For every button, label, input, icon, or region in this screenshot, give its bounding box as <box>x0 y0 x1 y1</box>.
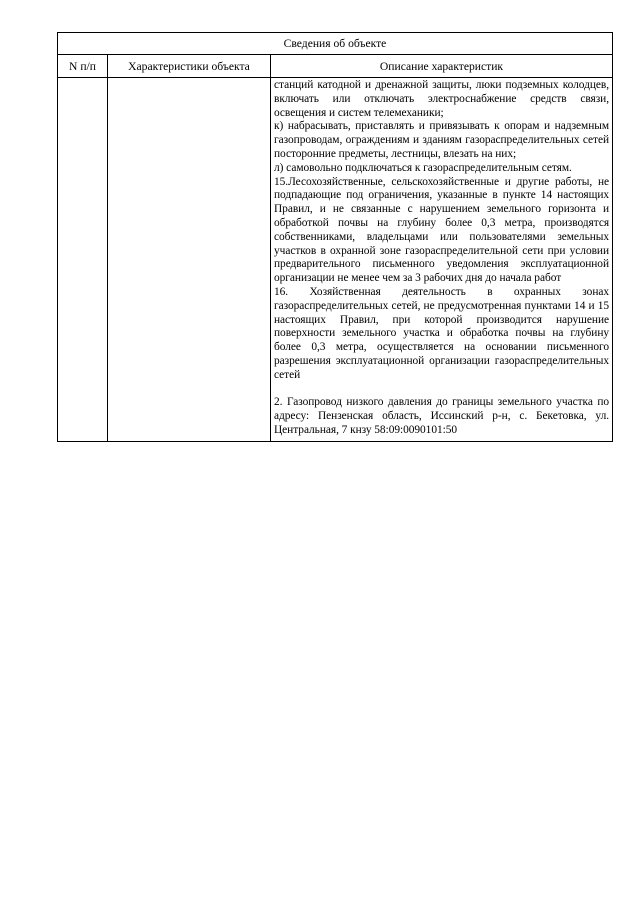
table-row <box>58 78 613 442</box>
description-paragraph: к) набрасывать, приставлять и привязывать к опорам и надземным газопроводам, ограждениям и зданиям газораспределительных сетей посторонние предметы, лестницы, влезать на них; <box>274 120 610 160</box>
description-paragraph: 16. Хозяйственная деятельность в охранных зонах газораспределительных сетей, не предусмотренная пунктами 14 и 15 настоящих Правил, при которой производится нарушение поверхности земельного участка и обработка почвы на глубину более 0,3 метра, осуществляется на основании письменного разрешения эксплуатационной организации газораспределительных сетей <box>274 285 610 381</box>
header-number: N п/п <box>58 55 108 78</box>
description-paragraph: 15.Лесохозяйственные, сельскохозяйственные и другие работы, не подпадающие под ограничения, указанные в пункте 14 настоящих Правил, и не связанные с нарушением земельного горизонта и обработкой почвы на глубину более 0,3 метра, производятся собственниками, владельцами или пользователями земельных участков в охранной зоне газораспределительной сети при условии предварительного письменного уведомления эксплуатационной организации не менее чем за 3 рабочих дня до начала работ <box>274 175 610 285</box>
header-characteristics: Характеристики объекта <box>108 55 271 78</box>
description-paragraph: 2. Газопровод низкого давления до границы земельного участка по адресу: Пензенская область, Иссинский р-н, с. Бекетовка, ул. Центральная, 7 кнзу 58:09:0090101:50 <box>274 396 610 436</box>
object-info-table <box>57 32 613 442</box>
cell-characteristics <box>108 78 271 442</box>
table-header-row <box>58 55 613 78</box>
table-title: Сведения об объекте <box>58 33 613 55</box>
description-paragraph: станций катодной и дренажной защиты, люки подземных колодцев, включать или отключать электроснабжение средств связи, освещения и систем телемеханики; <box>274 79 610 119</box>
cell-description <box>271 78 613 442</box>
description-paragraph: л) самовольно подключаться к газораспределительным сетям. <box>274 161 572 174</box>
cell-number <box>58 78 108 442</box>
table-title-row <box>58 33 613 55</box>
header-description: Описание характеристик <box>271 55 613 78</box>
